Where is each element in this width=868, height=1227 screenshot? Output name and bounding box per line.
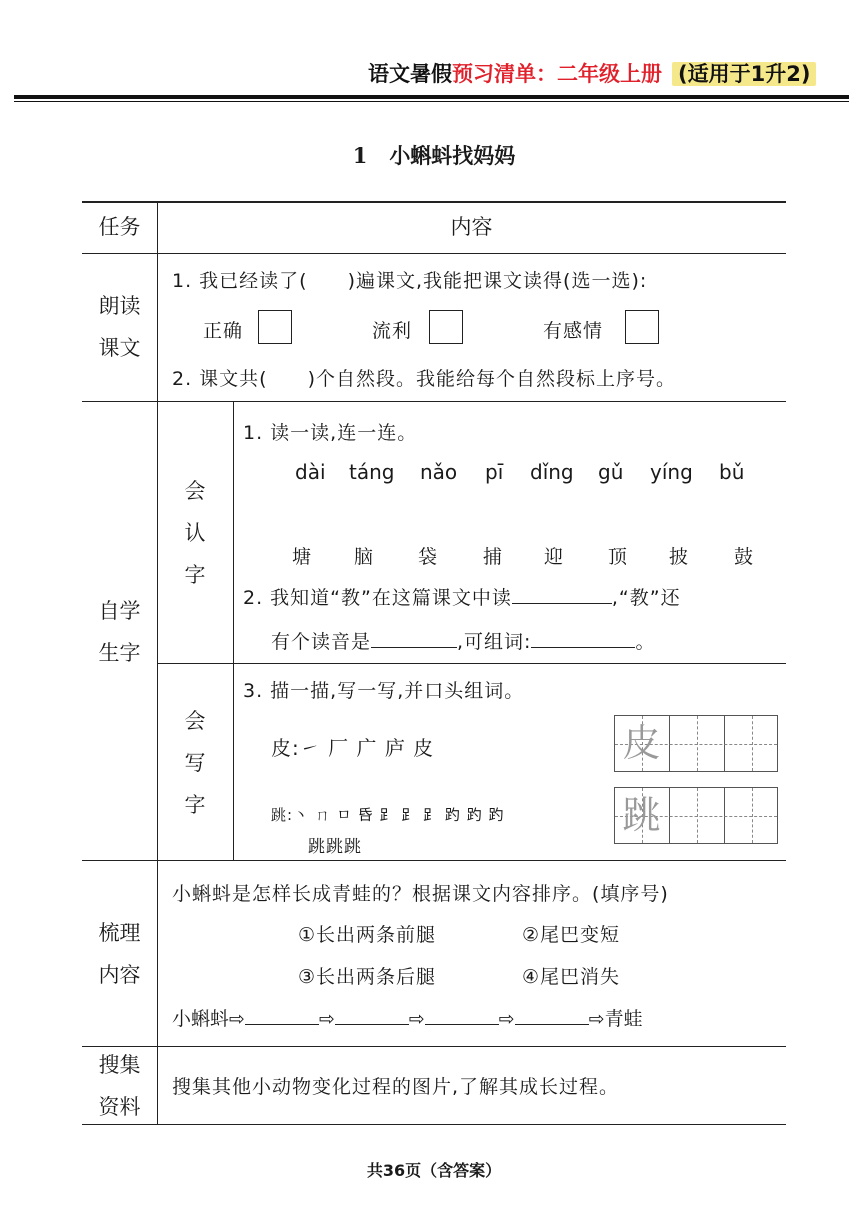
table-top-border: [82, 201, 786, 203]
character-item[interactable]: 袋: [418, 546, 438, 568]
answer-blank[interactable]: [245, 1024, 319, 1025]
write-question-3: 3. 描一描,写一写,并口头组词。: [243, 680, 525, 702]
sequence-end: 青蛙: [604, 1008, 643, 1030]
character-item[interactable]: 塘: [292, 546, 312, 568]
read-q2-part-a: 2. 课文共(: [172, 368, 268, 390]
table-line: [82, 860, 786, 861]
recognize-question-1: 1. 读一读,连一连。: [243, 422, 418, 444]
character-item[interactable]: 顶: [608, 546, 628, 568]
character-item[interactable]: 脑: [354, 546, 374, 568]
document-header: [368, 58, 848, 90]
table-line: [82, 253, 786, 254]
section-label-collect: 搜集资料: [98, 1053, 141, 1119]
sublabel-write: 会写字: [184, 709, 206, 817]
write-char-1-stroke-order: ㇀ 厂 广 庐 皮: [299, 736, 435, 760]
grid-guide-vertical: [752, 788, 753, 843]
header-rule-thick: [14, 95, 849, 99]
section-label-read: 朗读课文: [98, 294, 141, 360]
pinyin-item[interactable]: dài: [295, 460, 326, 484]
answer-blank[interactable]: [335, 1024, 409, 1025]
pinyin-item[interactable]: bǔ: [719, 460, 745, 484]
write-char-2-label: 跳:: [271, 806, 294, 824]
table-line: [82, 401, 786, 402]
header-rule-thin: [14, 101, 849, 102]
pinyin-item[interactable]: pī: [485, 460, 504, 484]
table-column-divider: [157, 201, 158, 1124]
section-label-self-study: 自学生字: [98, 599, 141, 665]
pinyin-item[interactable]: yíng: [650, 460, 693, 484]
header-grade-badge: (适用于1升2): [672, 62, 816, 86]
lesson-name: 小蝌蚪找妈妈: [389, 143, 516, 168]
sort-item-4: ④尾巴消失: [522, 966, 621, 988]
character-item[interactable]: 披: [669, 546, 689, 568]
table-line: [157, 663, 786, 664]
checkbox-fluent[interactable]: [429, 310, 463, 344]
write-char-2-strokes-line-2: 跳跳跳: [308, 837, 362, 857]
arrow-icon: ⇨: [588, 1008, 605, 1030]
checkbox-correct[interactable]: [258, 310, 292, 344]
read-option-fluent: 流利: [372, 320, 413, 342]
sort-sequence: [172, 1004, 643, 1031]
grid-guide-vertical: [752, 716, 753, 771]
arrow-icon: ⇨: [229, 1008, 245, 1030]
grid-guide-vertical: [697, 716, 698, 771]
column-header-task: 任务: [98, 215, 141, 239]
answer-blank[interactable]: [371, 647, 457, 648]
recognize-q2-part-e: 。: [635, 631, 656, 653]
recognize-question-2: [243, 583, 681, 610]
recognize-q2-part-a: 2. 我知道“教”在这篇课文中读: [243, 587, 512, 609]
read-q1-part-a: 1. 我已经读了(: [172, 270, 308, 292]
pinyin-item[interactable]: táng: [349, 460, 395, 484]
write-char-1-strokes: [271, 732, 434, 761]
read-question-1: [172, 266, 647, 293]
recognize-q2-part-c: 有个读音是: [271, 631, 372, 653]
character-item[interactable]: 鼓: [734, 546, 754, 568]
writing-grid-2[interactable]: [614, 787, 778, 844]
recognize-q2-part-d: ,可组词:: [457, 631, 532, 653]
page-footer: 共36页（含答案）: [366, 1161, 502, 1180]
arrow-icon: ⇨: [408, 1008, 425, 1030]
write-char-1-label: 皮:: [271, 736, 300, 760]
table-bottom-border: [82, 1124, 786, 1125]
read-question-2: [172, 364, 676, 391]
read-q2-part-b: )个自然段。我能给每个自然段标上序号。: [307, 368, 677, 390]
lesson-title: [0, 140, 868, 170]
recognize-q2-part-b: ,“教”还: [611, 587, 681, 609]
character-item[interactable]: 迎: [544, 546, 564, 568]
pinyin-item[interactable]: gǔ: [598, 460, 624, 484]
grid-guide-vertical: [697, 788, 698, 843]
answer-blank[interactable]: [512, 603, 612, 604]
answer-blank[interactable]: [515, 1024, 589, 1025]
answer-blank[interactable]: [425, 1024, 499, 1025]
sort-item-1: ①长出两条前腿: [298, 924, 437, 946]
column-header-content: 内容: [450, 215, 493, 239]
table-subcolumn-divider: [233, 401, 234, 860]
table-line: [82, 1046, 786, 1047]
model-character-2: 跳: [622, 793, 661, 837]
sequence-start: 小蝌蚪: [172, 1008, 230, 1030]
sublabel-recognize: 会认字: [184, 479, 206, 587]
character-item[interactable]: 捕: [483, 546, 503, 568]
pinyin-item[interactable]: dǐng: [530, 460, 574, 484]
read-option-expressive: 有感情: [543, 320, 604, 342]
arrow-icon: ⇨: [498, 1008, 515, 1030]
answer-blank[interactable]: [531, 647, 635, 648]
checkbox-expressive[interactable]: [625, 310, 659, 344]
write-char-2-stroke-order: 丶 ㄇ ㅁ 𠯑 𧾷 𧾷 𧾷 趵 趵 趵: [293, 806, 505, 824]
read-option-correct: 正确: [203, 320, 244, 342]
writing-grid-1[interactable]: [614, 715, 778, 772]
read-q1-part-b: )遍课文,我能把课文读得(选一选):: [347, 270, 648, 292]
sort-item-3: ③长出两条后腿: [298, 966, 437, 988]
header-subject: 语文暑假: [368, 62, 452, 86]
header-title: 预习清单：二年级上册: [452, 62, 662, 86]
sort-question: 小蝌蚪是怎样长成青蛙的？根据课文内容排序。(填序号): [172, 883, 669, 905]
lesson-number: 1: [352, 143, 368, 168]
collect-text: 搜集其他小动物变化过程的图片,了解其成长过程。: [172, 1076, 620, 1098]
write-char-2-strokes: [271, 804, 504, 825]
model-character-1: 皮: [622, 721, 661, 765]
section-label-sort: 梳理内容: [98, 921, 141, 987]
arrow-icon: ⇨: [318, 1008, 335, 1030]
recognize-question-2-line-2: [271, 627, 655, 654]
pinyin-item[interactable]: nǎo: [420, 460, 458, 484]
sort-item-2: ②尾巴变短: [522, 924, 621, 946]
